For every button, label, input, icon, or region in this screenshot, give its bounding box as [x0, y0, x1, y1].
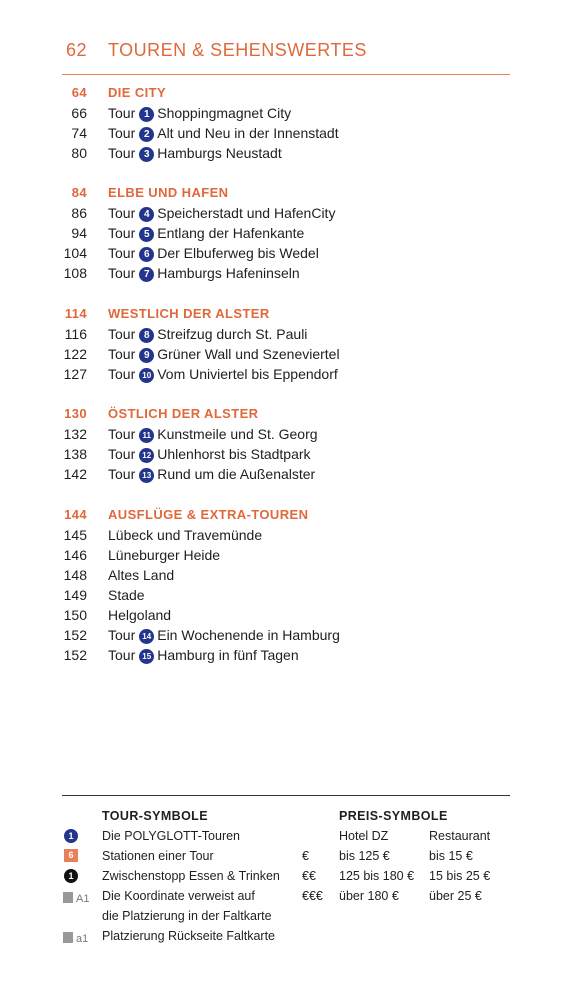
tour-number-icon: 8	[139, 328, 154, 343]
restaurant-price: 15 bis 25 €	[429, 869, 491, 883]
tour-prefix: Tour	[108, 627, 136, 643]
section-title: WESTLICH DER ALSTER	[108, 306, 270, 321]
section-title: DIE CITY	[108, 85, 167, 100]
entry-title: Hamburgs Neustadt	[157, 145, 282, 161]
price-symbol: €	[302, 849, 309, 863]
restaurant-price: bis 15 €	[429, 849, 473, 863]
toc-entry[interactable]	[0, 103, 568, 123]
food-stop-icon: 1	[64, 869, 78, 883]
toc-entry[interactable]	[0, 444, 568, 464]
toc-section	[0, 83, 568, 163]
tour-prefix: Tour	[108, 466, 136, 482]
tour-number-icon: 2	[139, 127, 154, 142]
tour-prefix: Tour	[108, 145, 136, 161]
chapter-title: TOUREN & SEHENSWERTES	[108, 40, 367, 60]
entry-title: Speicherstadt und HafenCity	[157, 205, 336, 221]
legend-row	[62, 866, 510, 886]
toc-section	[0, 505, 568, 665]
entry-title: Uhlenhorst bis Stadtpark	[157, 446, 311, 462]
tour-prefix: Tour	[108, 225, 136, 241]
toc-entry[interactable]	[0, 605, 568, 625]
toc-entry[interactable]	[0, 565, 568, 585]
toc-section	[0, 183, 568, 283]
section-title: ÖSTLICH DER ALSTER	[108, 406, 259, 421]
tour-prefix: Tour	[108, 326, 136, 342]
tour-prefix: Tour	[108, 647, 136, 663]
tour-prefix: Tour	[108, 105, 136, 121]
entry-title: Stade	[108, 587, 145, 603]
entry-page: 86	[71, 205, 87, 221]
hotel-column-label: Hotel DZ	[339, 829, 389, 843]
restaurant-price: über 25 €	[429, 889, 482, 903]
section-heading	[0, 505, 568, 525]
section-page: 114	[64, 306, 87, 321]
legend-label: Stationen einer Tour	[102, 849, 214, 863]
toc-entry[interactable]	[0, 545, 568, 565]
entry-title: Entlang der Hafenkante	[157, 225, 305, 241]
tour-number-icon: 13	[139, 468, 154, 483]
entry-title: Hamburg in fünf Tagen	[157, 647, 299, 663]
toc-entry[interactable]	[0, 123, 568, 143]
section-title: AUSFLÜGE & EXTRA-TOUREN	[108, 507, 309, 522]
entry-page: 148	[63, 567, 87, 583]
entry-page: 94	[71, 225, 87, 241]
section-page: 64	[71, 85, 87, 100]
tour-number-icon: 11	[139, 428, 154, 443]
entry-title: Lübeck und Travemünde	[108, 527, 263, 543]
entry-page: 122	[63, 346, 87, 362]
entry-page: 152	[63, 647, 87, 663]
legend-label: Zwischenstopp Essen & Trinken	[102, 869, 280, 883]
legend-row	[62, 926, 510, 946]
entry-title: Kunstmeile und St. Georg	[157, 426, 318, 442]
toc-entry[interactable]	[0, 324, 568, 344]
toc-entry[interactable]	[0, 585, 568, 605]
chapter-header	[62, 38, 510, 75]
section-heading	[0, 83, 568, 103]
tour-number-icon: 1	[139, 107, 154, 122]
legend-row	[62, 886, 510, 906]
tour-prefix: Tour	[108, 446, 136, 462]
entry-title: Alt und Neu in der Innenstadt	[157, 125, 339, 141]
toc-entry[interactable]	[0, 344, 568, 364]
legend-row	[62, 826, 510, 846]
toc-entry[interactable]	[0, 263, 568, 283]
entry-page: 138	[63, 446, 87, 462]
hotel-price: über 180 €	[339, 889, 399, 903]
tour-number-icon: 10	[139, 368, 154, 383]
toc-entry[interactable]	[0, 525, 568, 545]
price-symbols-title: PREIS-SYMBOLE	[339, 809, 448, 823]
entry-title: Grüner Wall und Szeneviertel	[157, 346, 340, 362]
entry-page: 104	[63, 245, 87, 261]
entry-page: 132	[63, 426, 87, 442]
entry-page: 142	[63, 466, 87, 482]
entry-title: Lüneburger Heide	[108, 547, 221, 563]
legend-label: die Platzierung in der Faltkarte	[102, 909, 272, 923]
toc-entry[interactable]	[0, 645, 568, 665]
legend	[62, 795, 510, 946]
entry-title: Streifzug durch St. Pauli	[157, 326, 308, 342]
section-heading	[0, 304, 568, 324]
section-heading	[0, 404, 568, 424]
tour-prefix: Tour	[108, 205, 136, 221]
entry-page: 66	[71, 105, 87, 121]
tour-prefix: Tour	[108, 346, 136, 362]
restaurant-column-label: Restaurant	[429, 829, 491, 843]
legend-header-row	[62, 806, 510, 826]
toc-entry[interactable]	[0, 223, 568, 243]
tour-prefix: Tour	[108, 265, 136, 281]
entry-page: 149	[63, 587, 87, 603]
entry-page: 146	[63, 547, 87, 563]
entry-page: 116	[64, 326, 87, 342]
price-symbol: €€	[302, 869, 316, 883]
toc-section	[0, 304, 568, 384]
legend-row	[62, 906, 510, 926]
tour-number-icon: 15	[139, 649, 154, 664]
legend-row	[62, 846, 510, 866]
entry-title: Altes Land	[108, 567, 175, 583]
chapter-page-number: 62	[66, 40, 88, 60]
entry-title: Hamburgs Hafeninseln	[157, 265, 300, 281]
tour-number-icon: 6	[139, 247, 154, 262]
toc-section	[0, 404, 568, 484]
entry-title: Vom Univiertel bis Eppendorf	[157, 366, 338, 382]
map-marker-icon: A1	[63, 889, 89, 909]
toc-entry[interactable]	[0, 424, 568, 444]
entry-page: 145	[63, 527, 87, 543]
entry-page: 152	[63, 627, 87, 643]
price-symbol: €€€	[302, 889, 323, 903]
section-page: 130	[64, 406, 87, 421]
tour-number-icon: 12	[139, 448, 154, 463]
entry-page: 127	[63, 366, 87, 382]
entry-title: Shoppingmagnet City	[157, 105, 292, 121]
section-heading	[0, 183, 568, 203]
hotel-price: bis 125 €	[339, 849, 390, 863]
entry-page: 80	[71, 145, 87, 161]
tour-number-icon: 7	[139, 267, 154, 282]
tour-number-icon: 5	[139, 227, 154, 242]
entry-page: 108	[63, 265, 87, 281]
station-icon: 6	[64, 849, 78, 862]
entry-title: Rund um die Außenalster	[157, 466, 316, 482]
hotel-price: 125 bis 180 €	[339, 869, 415, 883]
tour-number-icon: 4	[139, 207, 154, 222]
entry-title: Ein Wochenende in Hamburg	[157, 627, 340, 643]
tour-number-icon: 3	[139, 147, 154, 162]
legend-label: Platzierung Rückseite Faltkarte	[102, 929, 275, 943]
toc-entry[interactable]	[0, 143, 568, 163]
entry-page: 74	[71, 125, 87, 141]
entry-title: Helgoland	[108, 607, 172, 623]
tour-number-icon: 1	[64, 829, 78, 843]
legend-label: Die Koordinate verweist auf	[102, 889, 255, 903]
section-page: 144	[64, 507, 87, 522]
toc-entry[interactable]	[0, 364, 568, 384]
toc-entry[interactable]	[0, 464, 568, 484]
legend-label: Die POLYGLOTT-Touren	[102, 829, 241, 843]
tour-number-icon: 14	[139, 629, 154, 644]
tour-symbols-title: TOUR-SYMBOLE	[102, 809, 208, 823]
tour-prefix: Tour	[108, 245, 136, 261]
tour-number-icon: 9	[139, 348, 154, 363]
toc-entry[interactable]	[0, 625, 568, 645]
tour-prefix: Tour	[108, 125, 136, 141]
toc-entry[interactable]	[0, 203, 568, 223]
entry-title: Der Elbuferweg bis Wedel	[157, 245, 319, 261]
toc-entry[interactable]	[0, 243, 568, 263]
entry-page: 150	[63, 607, 87, 623]
tour-prefix: Tour	[108, 426, 136, 442]
section-title: ELBE UND HAFEN	[108, 185, 229, 200]
section-page: 84	[71, 185, 87, 200]
tour-prefix: Tour	[108, 366, 136, 382]
map-marker-back-icon: a1	[63, 929, 88, 949]
